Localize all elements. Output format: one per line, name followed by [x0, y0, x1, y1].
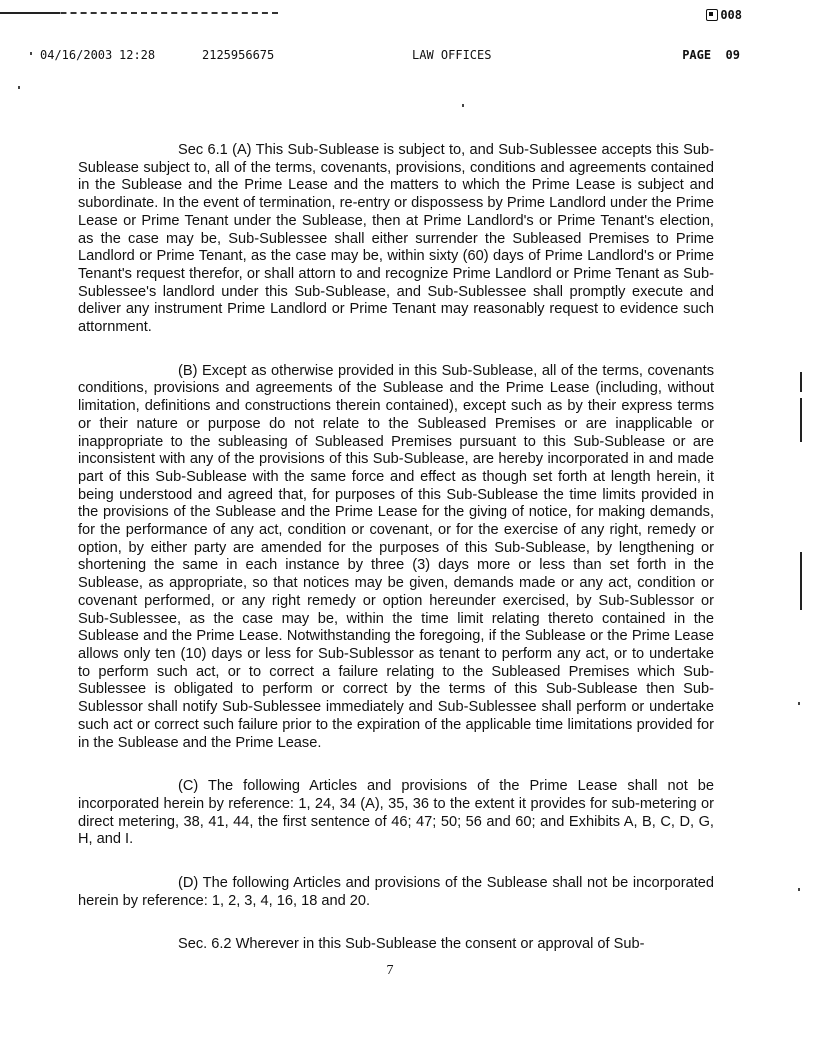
fax-solid-line: [0, 12, 60, 14]
page-number: 7: [386, 963, 394, 978]
scan-speck: [30, 52, 32, 55]
fax-page-label: PAGE 09: [682, 48, 740, 62]
paragraph-sec-6-1-b: (B) Except as otherwise provided in this Sub-Sublease, all of the terms, covenants conditions, provisions and agreements of the Sublease and the Prime Lease (including, without limitation, definitions and constructions therein contained), except such as by their express terms or their nature or purpose do not relate to the Subleased Premises or are inapplicable or inappropriate to the subleasing of Subleased Premises pursuant to this Sub-Sublease or are inconsistent with any of the provisions of this Sub-Sublease, are hereby incorporated in and made part of this Sub-Sublease with the same force and effect as though set forth at length herein, it being understood and agreed that, for purposes of this Sub-Sublease the time limits provided in the provisions of the Sublease and the Prime Lease for the giving of notice, for making demands, for the performance of any act, condition or covenant, or for the exercise of any right, remedy or option, by either party are amended for the purposes of this Sub-Sublease, by lengthening or shortening the same in each instance by three (3) days more or less than set forth in the Sublease, as appropriate, so that notices may be given, demands made or any act, condition or covenant performed, or any right remedy or option hereunder exercised, by Sub-Sublessor or Sub-Sublessee, as the case may be, within the time limit relating thereto contained in the Sublease and the Prime Lease. Notwithstanding the foregoing, if the Sublease or the Prime Lease allows only ten (10) days or less for Sub-Sublessor as tenant to perform any act, or to undertake to perform such act, or to correct a failure relating to the Subleased Premises which Sub-Sublessee is obligated to perform or correct by the terms of this Sub-Sublease then Sub-Sublessor shall notify Sub-Sublessee immediately and Sub-Sublessee shall perform or undertake such act or correct such failure prior to the expiration of the applicable time limitations provided for in the Sublease and the Prime Lease.: [78, 362, 714, 751]
scan-margin-mark: [800, 552, 802, 610]
paragraph-sec-6-1-d: (D) The following Articles and provisions of the Sublease shall not be incorporated herein by reference: 1, 2, 3, 4, 16, 18 and 20.: [78, 875, 714, 909]
fax-icon: [706, 9, 718, 21]
paragraph-sec-6-1-c: (C) The following Articles and provisions of the Prime Lease shall not be incorporated herein by reference: 1, 24, 34 (A), 35, 36 to the extent it provides for sub-metering or direct metering, 38, 41, 44, the first sentence of 46; 47; 50; 56 and 60; and Exhibits A, B, C, D, G, H, and I.: [78, 778, 714, 848]
fax-phone-number: 2125956675: [202, 48, 275, 62]
paragraph-sec-6-2: Sec. 6.2 Wherever in this Sub-Sublease the consent or approval of Sub-: [178, 936, 645, 953]
scan-speck: [798, 702, 800, 705]
scan-margin-mark: [800, 398, 802, 442]
fax-header-line: [30, 48, 740, 64]
scan-speck: [18, 86, 20, 89]
fax-date: 04/16/2003: [40, 48, 113, 62]
fax-sender-name: LAW OFFICES: [412, 48, 492, 62]
fax-page-counter-value: 008: [720, 8, 742, 22]
scan-speck: [798, 888, 800, 891]
document-body: [78, 142, 714, 954]
scan-margin-mark: [800, 372, 802, 392]
fax-time: 12:28: [119, 48, 156, 62]
paragraph-sec-6-1-a: Sec 6.1 (A) This Sub-Sublease is subject to, and Sub-Sublessee accepts this Sub-Sublease subject to, all of the terms, covenants, provisions, conditions and agreements contained in the Sublease and the Prime Lease and the matters to which the Prime Lease is subject and subordinate. In the event of termination, re-entry or dispossess by Prime Landlord under the Prime Lease or Prime Tenant under the Sublease, then at Prime Landlord's or Prime Tenant's election, as the case may be, Sub-Sublessee shall either surrender the Subleased Premises to Prime Landlord or Prime Tenant, as the case may be, within sixty (60) days of Prime Landlord's or Prime Tenant's request therefor, or shall attorn to and recognize Prime Landlord or Prime Tenant as Sub-Sublessee's landlord under this Sub-Sublease, and Sub-Sublessee shall promptly execute and deliver any instrument Prime Landlord or Prime Tenant may reasonably request to evidence such attornment.: [78, 142, 714, 336]
scan-speck: [462, 104, 464, 107]
fax-page-counter: [706, 8, 742, 22]
